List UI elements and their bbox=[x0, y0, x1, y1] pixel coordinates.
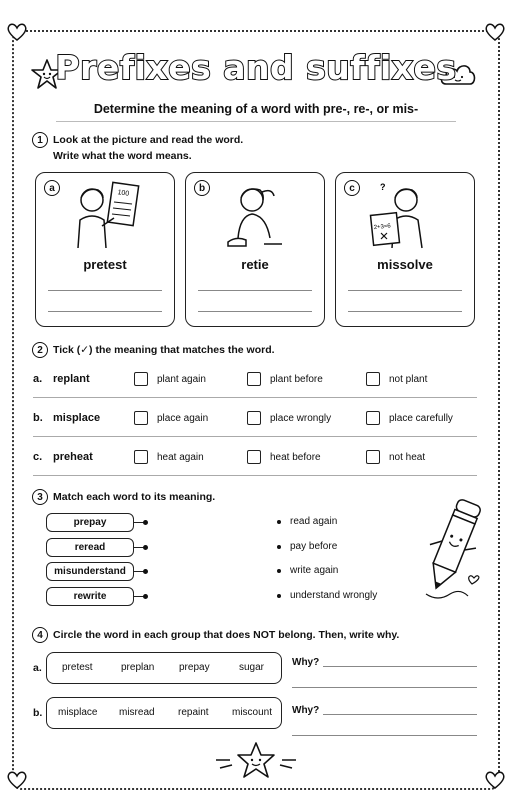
word-group-box bbox=[46, 652, 282, 684]
q1-instruction-line2: Write what the word means. bbox=[53, 150, 192, 162]
group-word[interactable]: sugar bbox=[239, 662, 265, 673]
answer-line[interactable] bbox=[348, 290, 462, 291]
tick-checkbox[interactable] bbox=[134, 372, 148, 386]
heart-icon bbox=[484, 22, 506, 42]
why-answer-line[interactable] bbox=[292, 735, 477, 736]
row-word: replant bbox=[53, 373, 90, 385]
row-divider bbox=[33, 397, 477, 398]
group-word[interactable]: misplace bbox=[58, 707, 98, 718]
group-word[interactable]: repaint bbox=[178, 707, 209, 718]
tick-checkbox[interactable] bbox=[134, 411, 148, 425]
match-word[interactable]: misunderstand bbox=[46, 562, 134, 581]
match-word[interactable]: prepay bbox=[46, 513, 134, 532]
card-letter: c bbox=[344, 180, 360, 196]
word-group-box bbox=[46, 697, 282, 729]
group-word[interactable]: prepay bbox=[179, 662, 210, 673]
row-word: misplace bbox=[53, 412, 101, 424]
svg-text:2+3=6: 2+3=6 bbox=[373, 223, 392, 232]
match-meaning: write again bbox=[290, 565, 339, 576]
match-meaning: understand wrongly bbox=[290, 590, 378, 601]
boy-holding-test-icon bbox=[66, 178, 146, 254]
q1-instruction-line1: Look at the picture and read the word. bbox=[53, 134, 244, 146]
option-label: not heat bbox=[389, 452, 426, 463]
page-subtitle: Determine the meaning of a word with pre-, re-, or mis- bbox=[93, 102, 419, 116]
match-dot[interactable] bbox=[277, 520, 281, 524]
tick-checkbox[interactable] bbox=[366, 372, 380, 386]
q4-instruction: Circle the word in each group that does NOT belong. Then, write why. bbox=[53, 629, 400, 641]
match-meaning: read again bbox=[290, 516, 338, 527]
heart-icon bbox=[6, 22, 28, 42]
match-dot[interactable] bbox=[143, 594, 148, 599]
svg-text:100: 100 bbox=[117, 189, 130, 198]
pencil-mascot-icon bbox=[420, 494, 490, 606]
confused-boy-icon bbox=[366, 178, 446, 254]
match-dot[interactable] bbox=[143, 545, 148, 550]
why-answer-line[interactable] bbox=[323, 666, 477, 667]
question-number-4: 4 bbox=[32, 627, 48, 643]
card-word: pretest bbox=[83, 257, 127, 272]
q2-instruction: Tick (✓) the meaning that matches the word. bbox=[53, 344, 275, 356]
group-word[interactable]: miscount bbox=[232, 707, 273, 718]
option-label: place wrongly bbox=[270, 413, 332, 424]
why-label: Why? bbox=[292, 705, 320, 716]
row-label: b. bbox=[33, 412, 43, 424]
group-label: b. bbox=[33, 707, 43, 719]
tick-checkbox[interactable] bbox=[247, 450, 261, 464]
tick-checkbox[interactable] bbox=[366, 411, 380, 425]
option-label: place carefully bbox=[389, 413, 453, 424]
match-dot[interactable] bbox=[277, 569, 281, 573]
heart-icon bbox=[6, 770, 28, 790]
heart-icon bbox=[484, 770, 506, 790]
answer-line[interactable] bbox=[348, 311, 462, 312]
why-answer-line[interactable] bbox=[292, 687, 477, 688]
option-label: not plant bbox=[389, 374, 428, 385]
answer-line[interactable] bbox=[48, 311, 162, 312]
match-dot[interactable] bbox=[277, 594, 281, 598]
answer-line[interactable] bbox=[48, 290, 162, 291]
option-label: heat again bbox=[157, 452, 204, 463]
group-word[interactable]: preplan bbox=[121, 662, 155, 673]
why-label: Why? bbox=[292, 657, 320, 668]
match-dot[interactable] bbox=[277, 545, 281, 549]
option-label: place again bbox=[157, 413, 209, 424]
question-number-3: 3 bbox=[32, 489, 48, 505]
card-letter: b bbox=[194, 180, 210, 196]
picture-card-a bbox=[35, 172, 175, 327]
answer-line[interactable] bbox=[198, 311, 312, 312]
picture-card-b bbox=[185, 172, 325, 327]
q3-instruction: Match each word to its meaning. bbox=[53, 491, 216, 503]
page-title: Prefixes and suffixes bbox=[55, 48, 457, 87]
group-word[interactable]: pretest bbox=[62, 662, 93, 673]
answer-line[interactable] bbox=[198, 290, 312, 291]
card-letter: a bbox=[44, 180, 60, 196]
group-word[interactable]: misread bbox=[119, 707, 155, 718]
tick-checkbox[interactable] bbox=[247, 372, 261, 386]
row-divider bbox=[33, 436, 477, 437]
svg-text:?: ? bbox=[380, 182, 386, 192]
smiling-star-icon bbox=[206, 740, 306, 782]
row-label: a. bbox=[33, 373, 43, 385]
match-word[interactable]: reread bbox=[46, 538, 134, 557]
divider bbox=[56, 121, 456, 122]
option-label: plant again bbox=[157, 374, 206, 385]
why-answer-line[interactable] bbox=[323, 714, 477, 715]
question-number-1: 1 bbox=[32, 132, 48, 148]
tick-checkbox[interactable] bbox=[247, 411, 261, 425]
group-label: a. bbox=[33, 662, 42, 674]
card-word: missolve bbox=[377, 257, 433, 272]
question-number-2: 2 bbox=[32, 342, 48, 358]
match-dot[interactable] bbox=[143, 569, 148, 574]
tick-checkbox[interactable] bbox=[366, 450, 380, 464]
picture-card-c bbox=[335, 172, 475, 327]
match-meaning: pay before bbox=[290, 541, 338, 552]
girl-tying-shoe-icon bbox=[216, 178, 296, 254]
row-divider bbox=[33, 475, 477, 476]
row-word: preheat bbox=[53, 451, 93, 463]
option-label: plant before bbox=[270, 374, 323, 385]
option-label: heat before bbox=[270, 452, 321, 463]
row-label: c. bbox=[33, 451, 43, 463]
tick-checkbox[interactable] bbox=[134, 450, 148, 464]
match-word[interactable]: rewrite bbox=[46, 587, 134, 606]
match-dot[interactable] bbox=[143, 520, 148, 525]
card-word: retie bbox=[241, 257, 269, 272]
